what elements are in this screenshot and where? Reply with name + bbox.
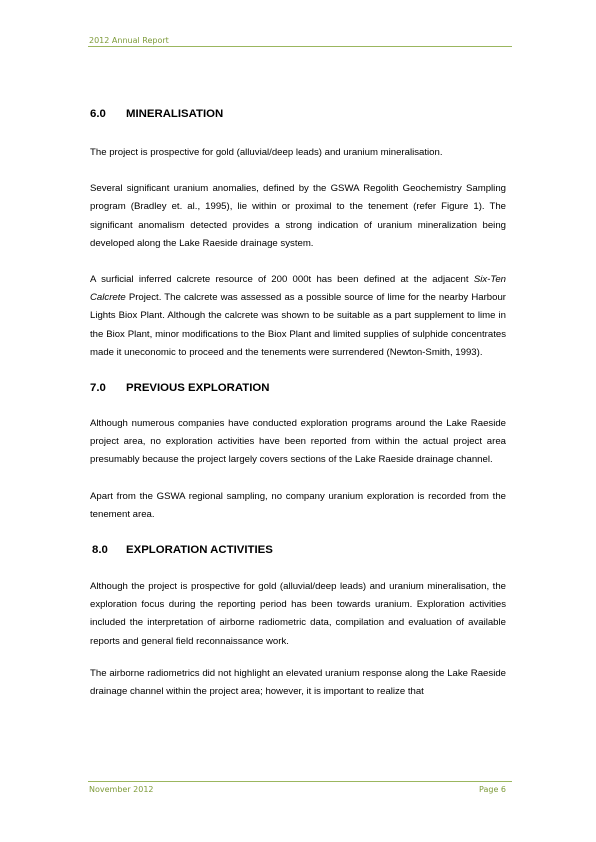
paragraph: The airborne radiometrics did not highlight an elevated uranium response along the Lake Raeside drainage channel within the project area; however, it is important to realize that bbox=[90, 667, 506, 698]
section-number: 6.0 bbox=[90, 108, 106, 120]
section-heading-previous-exploration bbox=[90, 378, 506, 398]
section-title: MINERALISATION bbox=[126, 108, 224, 120]
paragraph bbox=[90, 271, 506, 362]
paragraph: Although numerous companies have conducted exploration programs around the Lake Raeside project area, no exploration activities have been reported from within the actual project area presumably because the project largely covers sections of the Lake Raeside drainage channel. bbox=[90, 418, 506, 466]
paragraph: Apart from the GSWA regional sampling, no company uranium exploration is recorded from the tenement area. bbox=[90, 490, 506, 520]
paragraph: Several significant uranium anomalies, defined by the GSWA Regolith Geochemistry Sampling program (Bradley et. al., 1995), lie within or proximal to the tenement (refer Figure 1). The significant anomalism detected provides a strong indication of uranium mineralization being developed along the Lake Raeside drainage system. bbox=[90, 183, 506, 249]
italic-project-name: Six-Ten Calcrete bbox=[90, 274, 506, 304]
page-number: Page 6 bbox=[479, 785, 506, 794]
page-body bbox=[90, 104, 506, 701]
section-title: PREVIOUS EXPLORATION bbox=[126, 382, 270, 395]
header-rule bbox=[88, 46, 512, 47]
footer-date: November 2012 bbox=[89, 785, 154, 794]
section-heading-mineralisation bbox=[90, 104, 506, 124]
paragraph: Although the project is prospective for gold (alluvial/deep leads) and uranium mineralisation, the exploration focus during the reporting period has been towards uranium. Exploration activities included the interpretation of airborne radiometric data, compilation and evaluation of available reports and general field reconnaissance work. bbox=[90, 581, 506, 647]
running-header: 2012 Annual Report bbox=[89, 36, 169, 45]
paragraph: The project is prospective for gold (alluvial/deep leads) and uranium mineralisation. bbox=[90, 147, 443, 158]
section-heading-exploration-activities bbox=[90, 540, 506, 560]
section-number: 7.0 bbox=[90, 382, 106, 395]
section-title: EXPLORATION ACTIVITIES bbox=[126, 544, 273, 557]
text-run: A surficial inferred calcrete resource of 200 000t has been defined at the adjacent bbox=[90, 274, 474, 286]
text-run: Project. The calcrete was assessed as a possible source of lime for the nearby Harbour Lights Biox Plant. Although the calcrete was shown to be suitable as a part supplement to lime in the Biox Plant, minor modifications to the Biox Plant and limited supplies of sulphide concentrates made it uneconomic to proceed and the tenements were surrendered (Newton-Smith, 1993). bbox=[90, 292, 506, 358]
section-number: 8.0 bbox=[92, 544, 108, 557]
footer-rule bbox=[88, 781, 512, 782]
